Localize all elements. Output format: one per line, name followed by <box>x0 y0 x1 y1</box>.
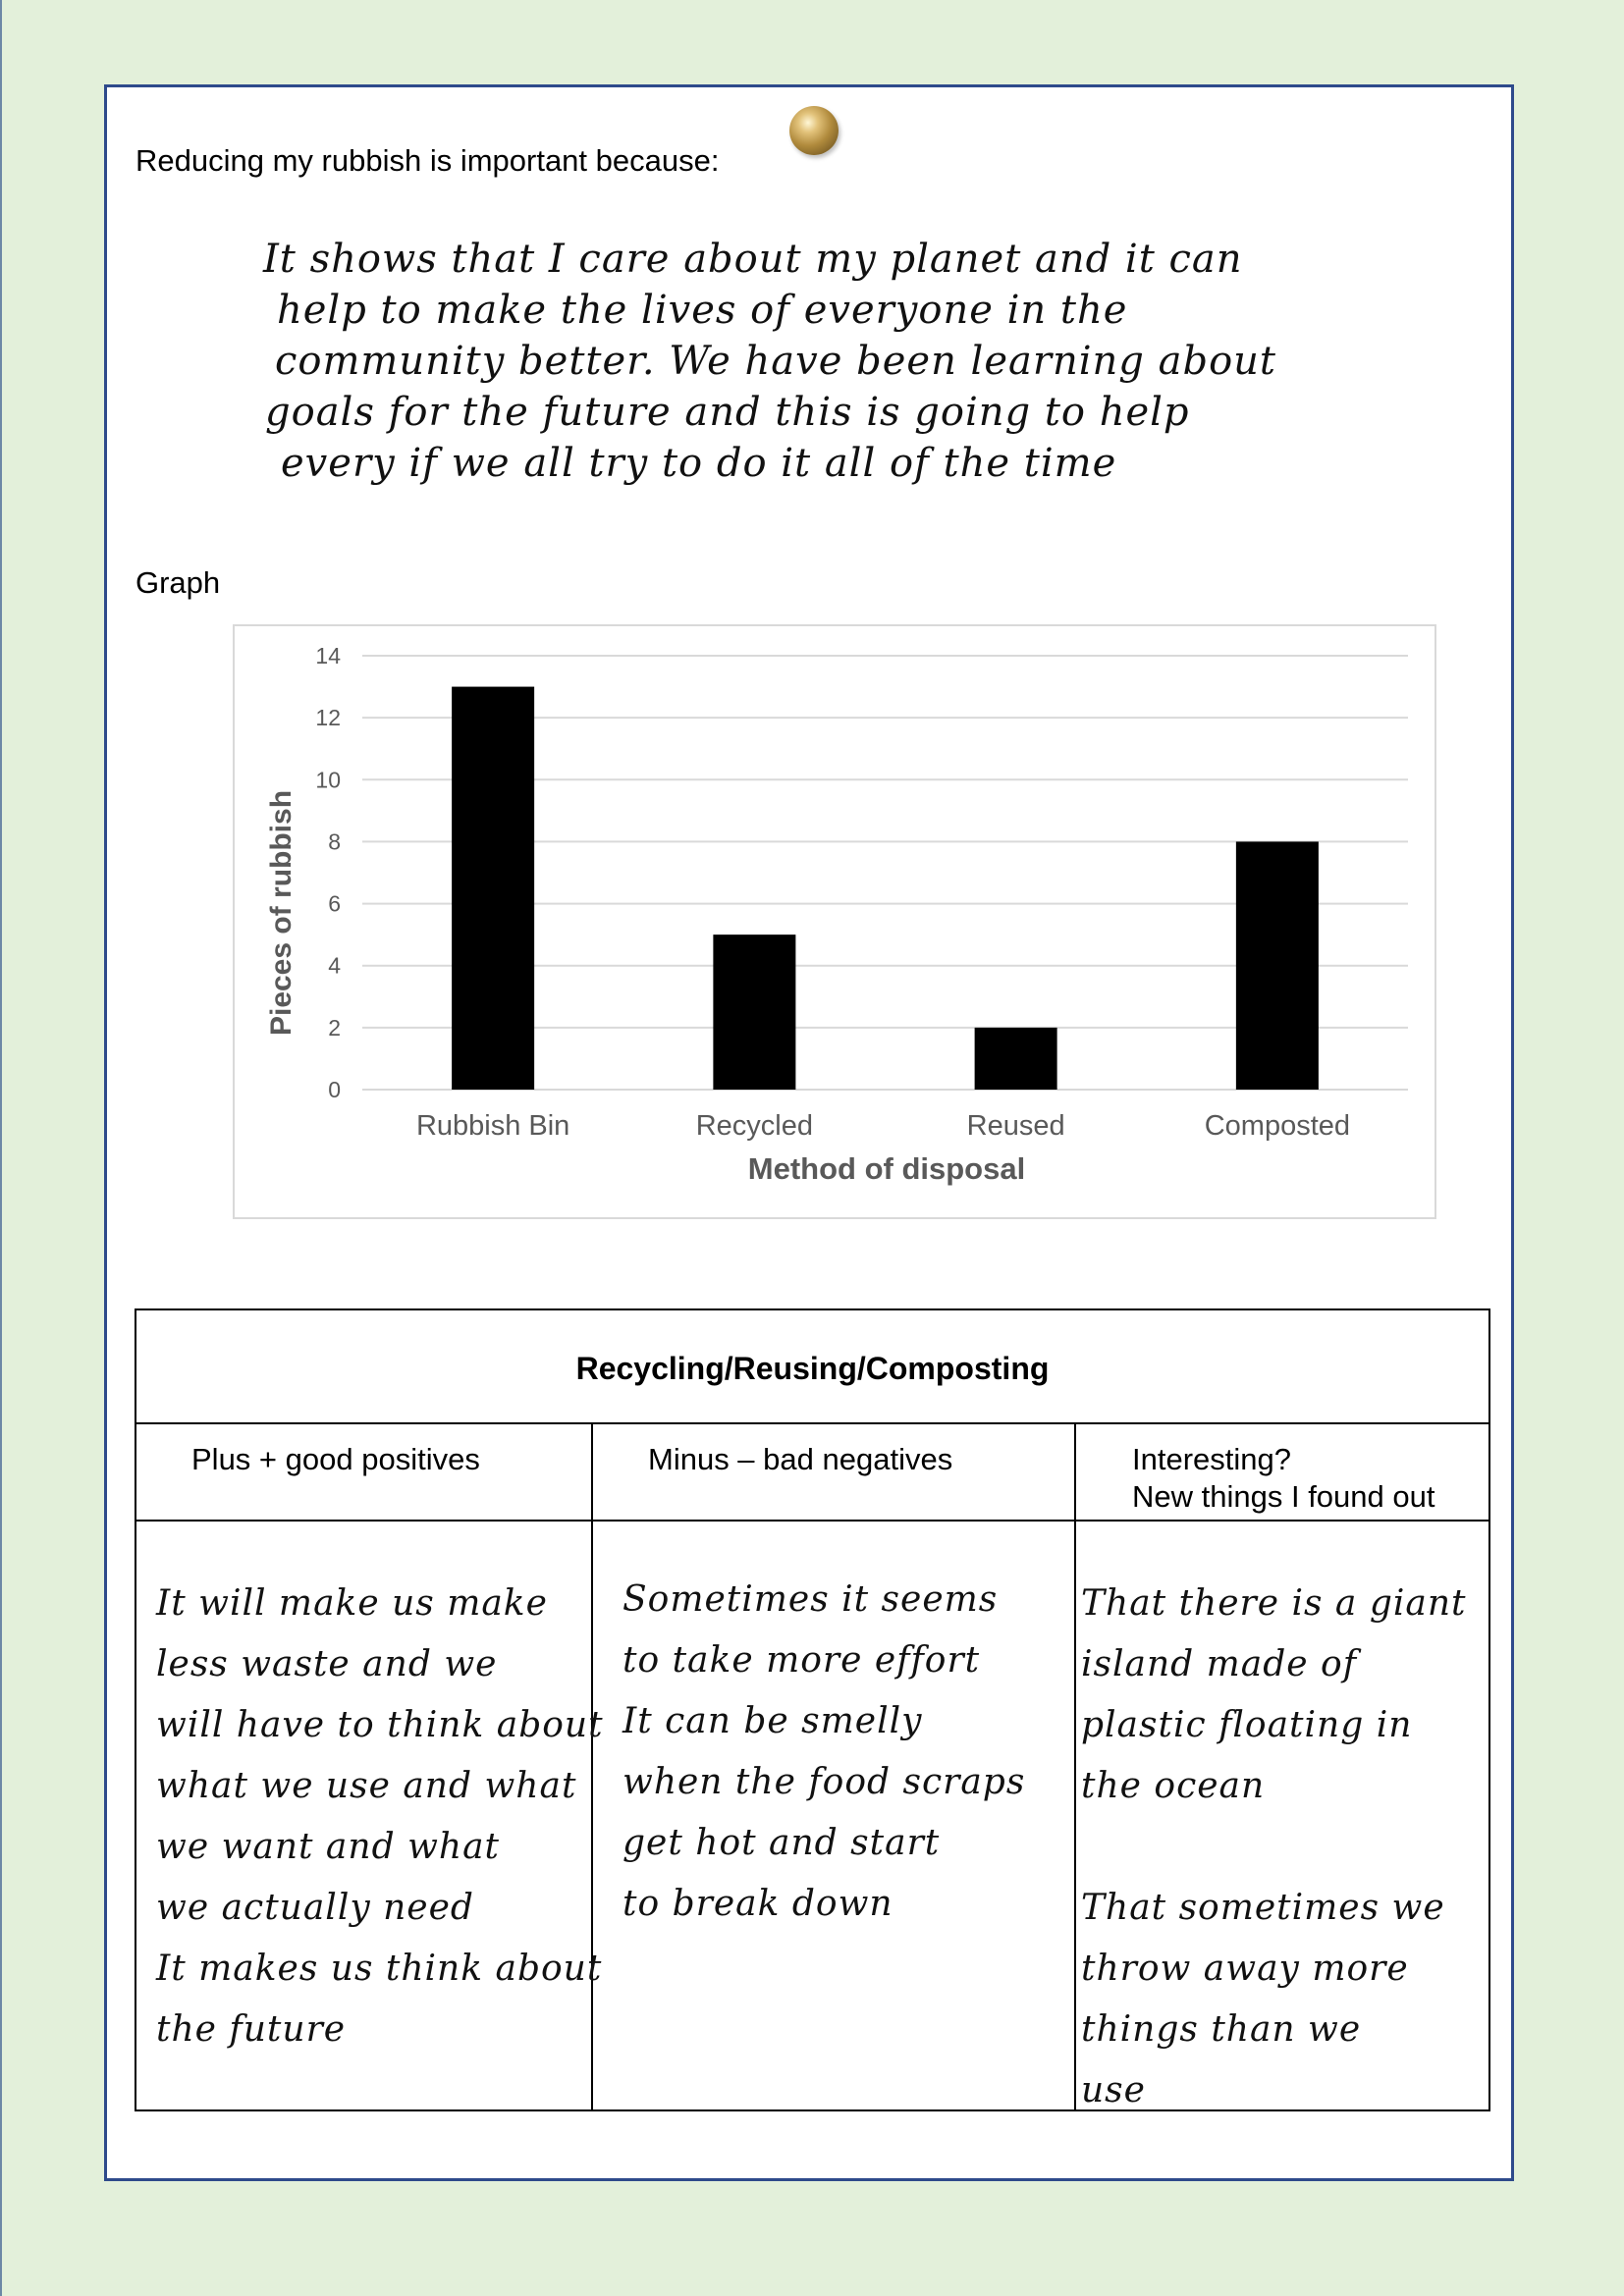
x-tick-label: Recycled <box>695 1110 814 1142</box>
intro-prompt: Reducing my rubbish is important because: <box>135 143 720 178</box>
note-line: throw away more <box>1081 1949 1409 1989</box>
note-line: Sometimes it seems <box>623 1579 999 1620</box>
x-axis-label: Method of disposal <box>747 1151 1026 1186</box>
header-line: Interesting? <box>1132 1442 1291 1476</box>
bar <box>452 687 534 1090</box>
y-tick-label: 0 <box>328 1077 341 1102</box>
plus-column-header <box>191 1441 480 1478</box>
bar-chart-svg <box>235 626 1435 1217</box>
note-line: things than we <box>1081 2009 1362 2050</box>
minus-column-header <box>648 1441 952 1478</box>
answer-line: help to make the lives of everyone in the <box>277 288 1128 333</box>
chart-bars <box>452 687 1319 1090</box>
x-tick-label: Rubbish Bin <box>415 1110 570 1142</box>
note-line: the future <box>156 2009 347 2050</box>
note-line: It can be smelly <box>623 1701 923 1741</box>
note-line: It will make us make <box>156 1583 548 1624</box>
note-line: to take more effort <box>623 1640 981 1681</box>
x-tick-label: Reused <box>966 1110 1065 1142</box>
answer-line: It shows that I care about my planet and it can <box>263 237 1243 282</box>
x-tick-labels <box>416 1110 1350 1142</box>
y-tick-label: 4 <box>328 952 341 979</box>
answer-line: community better. We have been learning about <box>275 339 1276 384</box>
y-tick-label: 10 <box>315 767 341 793</box>
page-edge <box>0 0 2 2296</box>
bar <box>975 1028 1057 1090</box>
table-divider <box>135 1520 1490 1522</box>
x-tick-label: Composted <box>1204 1110 1351 1142</box>
bar <box>713 934 795 1090</box>
graph-heading: Graph <box>135 565 221 600</box>
header-line: New things I found out <box>1132 1479 1435 1514</box>
table-title: Recycling/Reusing/Composting <box>575 1351 1050 1386</box>
header-line: Plus + good positives <box>191 1442 480 1476</box>
minus-column-notes <box>623 1570 1025 1935</box>
table-border-right <box>1489 1308 1490 2111</box>
note-line: island made of <box>1081 1644 1358 1684</box>
table-border-left <box>135 1308 136 2111</box>
answer-line: goals for the future and this is going to help <box>265 390 1190 435</box>
note-line: use <box>1081 2070 1146 2110</box>
pin-icon <box>789 106 839 155</box>
note-line: That there is a giant <box>1081 1583 1467 1624</box>
note-line: what we use and what <box>156 1766 577 1806</box>
table-divider <box>135 1422 1490 1424</box>
plus-column-notes <box>156 1574 604 2060</box>
pmi-table <box>135 1308 1490 2111</box>
note-line: will have to think about <box>156 1705 604 1745</box>
table-column-divider <box>1074 1422 1076 2111</box>
table-border-top <box>135 1308 1490 1310</box>
answer-line: every if we all try to do it all of the time <box>281 441 1117 486</box>
y-tick-labels <box>315 643 341 1102</box>
y-tick-label: 12 <box>315 705 341 731</box>
y-tick-label: 2 <box>328 1014 341 1041</box>
note-line: the ocean <box>1081 1766 1266 1806</box>
note-line: get hot and start <box>623 1823 941 1863</box>
intro-answer <box>263 234 1451 489</box>
y-axis-label: Pieces of rubbish <box>265 789 298 1037</box>
note-line: to break down <box>623 1884 893 1924</box>
header-line: Minus – bad negatives <box>648 1442 953 1476</box>
note-line: we actually need <box>156 1888 474 1928</box>
note-line: That sometimes we <box>1081 1888 1445 1928</box>
y-tick-label: 6 <box>328 890 341 917</box>
interesting-column-header <box>1132 1441 1435 1516</box>
note-line: It makes us think about <box>156 1949 603 1989</box>
interesting-column-notes <box>1081 1574 1467 2121</box>
note-line: we want and what <box>156 1827 501 1867</box>
bar-chart <box>233 624 1436 1219</box>
note-line: less waste and we <box>156 1644 498 1684</box>
y-tick-label: 8 <box>328 828 341 855</box>
bar <box>1236 841 1319 1090</box>
y-tick-label: 14 <box>315 643 341 668</box>
note-line: plastic floating in <box>1081 1705 1413 1745</box>
note-line: when the food scraps <box>623 1762 1026 1802</box>
